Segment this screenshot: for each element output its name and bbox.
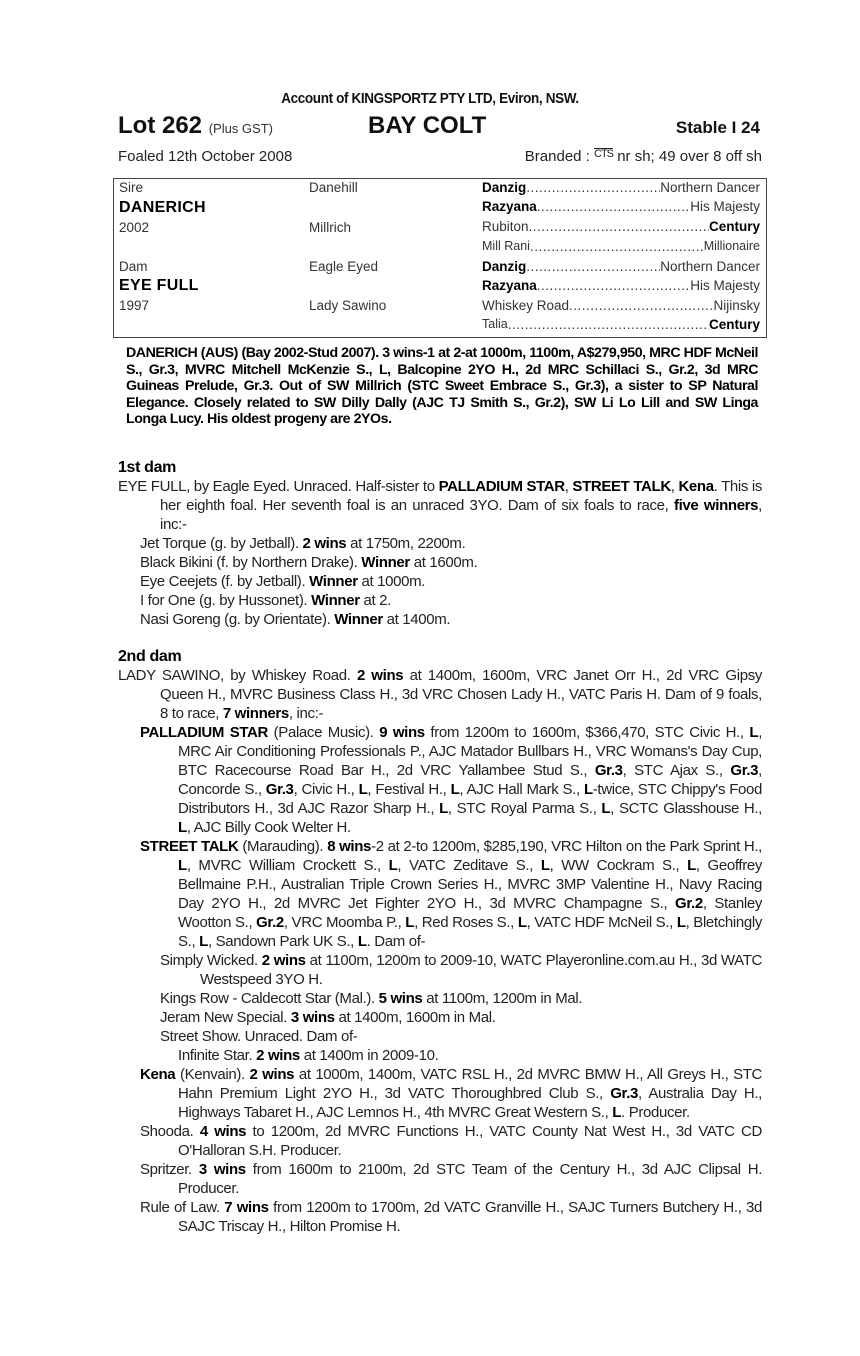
- sire-sire: Danehill: [309, 180, 358, 195]
- dam-dam: Lady Sawino: [309, 298, 387, 313]
- family-entry: [118, 666, 762, 723]
- bold-text: STREET TALK: [140, 838, 239, 855]
- text: . This is her eighth foal. Her seventh foal is an unraced 3YO. Dam of six foals to race,: [160, 478, 762, 514]
- text: , Bletchingly S.,: [178, 914, 762, 950]
- bold-text: 7 winners: [222, 705, 289, 722]
- text: -2 at 2-to 1200m, $285,190, VRC Hilton on the Park Sprint H.,: [371, 838, 763, 855]
- family-entry: [118, 591, 762, 610]
- family-entry: [118, 553, 762, 572]
- lot-number: [118, 112, 273, 140]
- text: at 1000m.: [357, 573, 426, 590]
- bold-text: PALLADIUM STAR: [140, 724, 269, 741]
- pedigree-ancestor-row: [482, 180, 760, 195]
- text: at 2.: [359, 592, 391, 609]
- dam-label: Dam: [119, 259, 148, 274]
- family-entry: [118, 1065, 762, 1122]
- family-entry: [118, 1046, 762, 1065]
- brand-info: [525, 148, 762, 165]
- section-heading: 1st dam: [118, 459, 177, 476]
- bold-text: 2 wins: [249, 1066, 295, 1083]
- sire-dam: Millrich: [309, 220, 351, 235]
- text: at 1100m, 1200m to 2009-10, WATC Playeronline.com.au H., 3d WATC Westspeed 3YO H.: [200, 952, 763, 988]
- text: . Dam of-: [366, 933, 426, 950]
- text: at 1000m, 1400m, VATC RSL H., 2d MVRC BMW H., All Greys H., STC Hahn Premium Light 2YO H., 3d VATC Thoroughbred Club S.,: [178, 1066, 763, 1102]
- bold-text: 9 wins: [379, 724, 425, 741]
- family-entry: [118, 837, 762, 951]
- family-entry: [118, 951, 762, 989]
- ancestor-name: Danzig: [482, 180, 527, 195]
- branded-detail: nr sh; 49 over 8 off sh: [617, 148, 762, 165]
- dam-family: [118, 458, 762, 1236]
- bold-text: L: [540, 857, 550, 874]
- leader-dots: [537, 278, 690, 293]
- pedigree-ancestor-row: [482, 259, 760, 274]
- text: at 1400m.: [382, 611, 451, 628]
- bold-text: Winner: [311, 592, 360, 609]
- text: Jeram New Special.: [160, 1009, 291, 1026]
- bold-text: L: [178, 857, 187, 874]
- bold-text: 3 wins: [290, 1009, 335, 1026]
- text: (Palace Music).: [268, 724, 380, 741]
- text: Rule of Law.: [140, 1199, 225, 1216]
- text: from 1200m to 1600m, $366,470, STC Civic H.,: [424, 724, 750, 741]
- bold-text: L: [450, 781, 460, 798]
- text: to 1200m, 2d MVRC Functions H., VATC County Nat West H., 3d VATC CD O'Halloran S.H. Producer.: [178, 1123, 762, 1159]
- text: , inc:-: [288, 705, 324, 722]
- bold-text: Gr.2: [256, 914, 284, 931]
- bold-text: L: [687, 857, 696, 874]
- vendor-account: Account of KINGSPORTZ PTY LTD, Eviron, NSW.: [281, 90, 579, 107]
- branded-label: Branded :: [524, 148, 590, 165]
- dam-name: EYE FULL: [119, 277, 199, 294]
- text: (Kenvain).: [175, 1066, 250, 1083]
- text: , VATC Zeditave S.,: [397, 857, 541, 874]
- text: , MVRC William Crockett S.,: [186, 857, 389, 874]
- text: at 1400m, 1600m in Mal.: [334, 1009, 496, 1026]
- text: at 1400m in 2009-10.: [299, 1047, 439, 1064]
- ancestor-name: Talia: [482, 317, 508, 331]
- text: Jet Torque (g. by Jetball).: [140, 535, 303, 552]
- family-entry: [118, 534, 762, 553]
- bold-text: 3 wins: [198, 1161, 246, 1178]
- text: from 1200m to 1700m, 2d VATC Granville H., SAJC Turners Butchery H., 3d SAJC Triscay H., Hilton Promise H.: [178, 1199, 763, 1235]
- pedigree-table: [113, 178, 767, 338]
- bold-text: L: [358, 781, 368, 798]
- family-entry: [118, 572, 762, 591]
- family-entry: [118, 723, 762, 837]
- text: Shooda.: [140, 1123, 200, 1140]
- bold-text: L: [178, 819, 187, 836]
- dam-sire: Eagle Eyed: [309, 259, 379, 274]
- family-entry: [118, 989, 762, 1008]
- ancestor-name: Mill Rani: [482, 239, 530, 253]
- ancestor-name: Whiskey Road: [482, 298, 570, 313]
- bold-text: Winner: [309, 573, 358, 590]
- bold-text: Kena: [140, 1066, 176, 1083]
- text: , VATC HDF McNeil S.,: [526, 914, 677, 931]
- bold-text: 7 wins: [224, 1199, 269, 1216]
- text: at 1100m, 1200m in Mal.: [422, 990, 583, 1007]
- bold-text: L: [199, 933, 208, 950]
- bold-text: Kena: [678, 478, 714, 495]
- bold-text: Gr.3: [265, 781, 294, 798]
- text: , Festival H.,: [367, 781, 451, 798]
- ancestor-name: Rubiton: [482, 219, 529, 234]
- leader-dots: [526, 259, 660, 274]
- bold-text: L: [601, 800, 611, 817]
- bold-text: Winner: [361, 554, 410, 571]
- bold-text: five winners: [673, 497, 759, 514]
- pedigree-ancestor-row: [482, 219, 760, 234]
- text: , Concorde S.,: [178, 762, 762, 798]
- bold-text: 2 wins: [302, 535, 347, 552]
- pedigree-ancestor-row: [482, 278, 760, 293]
- leader-dots: [508, 317, 709, 332]
- bold-text: Gr.2: [675, 895, 703, 912]
- text: , inc:-: [160, 497, 762, 533]
- text: Simply Wicked.: [160, 952, 262, 969]
- text: (Marauding).: [238, 838, 328, 855]
- text: , AJC Hall Mark S.,: [459, 781, 584, 798]
- family-entry: [118, 477, 762, 534]
- text: , MRC Air Conditioning Professionals P., AJC Matador Bullbars H., VRC Womans's Day Cup, BTC Racecourse Road Bar H., 2d VRC Yallambee Stud S.,: [178, 724, 763, 779]
- text: . Producer.: [621, 1104, 690, 1121]
- stable-number: Stable I 24: [675, 118, 760, 137]
- text: , SCTC Glasshouse H.,: [610, 800, 762, 817]
- text: Black Bikini (f. by Northern Drake).: [140, 554, 362, 571]
- text: , VRC Moomba P.,: [283, 914, 406, 931]
- bold-text: 2 wins: [356, 667, 404, 684]
- pedigree-ancestor-row: [482, 317, 760, 332]
- text: , Australia Day H., Highways Tabaret H., AJC Lemnos H., 4th MVRC Great Western S.,: [178, 1085, 762, 1121]
- ancestor-sire: Century: [708, 219, 760, 234]
- ancestor-sire: Northern Dancer: [660, 259, 760, 274]
- text: Spritzer.: [140, 1161, 199, 1178]
- ancestor-sire: Millionaire: [703, 239, 760, 253]
- ancestor-sire: Northern Dancer: [660, 180, 760, 195]
- text: I for One (g. by Hussonet).: [140, 592, 312, 609]
- family-entry: [118, 610, 762, 629]
- bold-text: L: [388, 857, 398, 874]
- bold-text: PALLADIUM STAR: [438, 478, 565, 495]
- ancestor-sire: His Majesty: [690, 278, 760, 293]
- ancestor-name: Razyana: [482, 278, 537, 293]
- text: , Civic H.,: [293, 781, 359, 798]
- text: Street Show. Unraced. Dam of-: [160, 1028, 358, 1045]
- leader-dots: [537, 199, 690, 214]
- text: EYE FULL, by Eagle Eyed. Unraced. Half-sister to: [118, 478, 439, 495]
- text: ,: [564, 478, 573, 495]
- ancestor-sire: His Majesty: [690, 199, 760, 214]
- text: , STC Royal Parma S.,: [447, 800, 602, 817]
- bold-text: Gr.3: [730, 762, 759, 779]
- dam-year: 1997: [119, 298, 150, 313]
- family-entry: [118, 1027, 762, 1046]
- text: at 1400m, 1600m, VRC Janet Orr H., 2d VRC Gipsy Queen H., MVRC Business Class H., 3d VRC Chosen Lady H., VATC Paris H. Dam of 9 foals, 8 to race,: [160, 667, 762, 722]
- bold-text: L: [749, 724, 759, 741]
- text: Kings Row - Caldecott Star (Mal.).: [160, 990, 379, 1007]
- ancestor-sire: Nijinsky: [713, 298, 760, 313]
- leader-dots: [569, 298, 713, 313]
- sire-label: Sire: [119, 180, 144, 195]
- text: from 1600m to 2100m, 2d STC Team of the Century H., 3d AJC Clipsal H. Producer.: [178, 1161, 763, 1197]
- bold-text: L: [439, 800, 448, 817]
- lot-gst-note: (Plus GST): [208, 121, 273, 136]
- bold-text: L: [583, 781, 593, 798]
- sire-name: DANERICH: [119, 199, 206, 216]
- bold-text: Winner: [334, 611, 383, 628]
- brand-mark: CTS: [594, 148, 614, 160]
- text: -twice, STC Chippy's Food Distributors H., 3d AJC Razor Sharp H.,: [178, 781, 762, 817]
- text: Eye Ceejets (f. by Jetball).: [140, 573, 310, 590]
- bold-text: 5 wins: [378, 990, 423, 1007]
- pedigree-ancestor-row: [482, 199, 760, 214]
- text: , Geoffrey Bellmaine P.H., Australian Triple Crown Series H., MVRC 3MP Valentine H., Navy Racing Day 2YO H., 2d MVRC Jet Fighter 2YO H., 3d MVRC Champagne S.,: [178, 857, 762, 912]
- pedigree-ancestor-row: [482, 239, 760, 254]
- text: Nasi Goreng (g. by Orientate).: [140, 611, 335, 628]
- horse-description: BAY COLT: [368, 112, 487, 139]
- bold-text: Gr.3: [610, 1085, 639, 1102]
- ancestor-name: Danzig: [482, 259, 527, 274]
- bold-text: STREET TALK: [572, 478, 671, 495]
- ancestor-name: Razyana: [482, 199, 537, 214]
- text: Infinite Star.: [178, 1047, 257, 1064]
- family-entry: [118, 1008, 762, 1027]
- leader-dots: [530, 239, 704, 254]
- ancestor-sire: Century: [708, 317, 760, 332]
- bold-text: L: [517, 914, 527, 931]
- bold-text: 2 wins: [261, 952, 306, 969]
- section-heading: 2nd dam: [118, 648, 182, 665]
- text: at 1600m.: [409, 554, 478, 571]
- family-entry: [118, 1160, 762, 1198]
- text: LADY SAWINO, by Whiskey Road.: [118, 667, 357, 684]
- text: , Sandown Park UK S.,: [207, 933, 358, 950]
- bold-text: L: [405, 914, 415, 931]
- family-entry: [118, 1122, 762, 1160]
- text: , AJC Billy Cook Welter H.: [186, 819, 351, 836]
- lot-label: Lot 262: [118, 112, 203, 139]
- bold-text: 4 wins: [199, 1123, 247, 1140]
- text: , WW Cockram S.,: [549, 857, 688, 874]
- sire-summary: DANERICH (AUS) (Bay 2002-Stud 2007). 3 wins-1 at 2-at 1000m, 1100m, A$279,950, MRC HDF McNeil S., Gr.3, MVRC Mitchell McKenzie S., L, Balcopine 2YO H., 2d MRC Schillaci S., Gr.2, 3d MRC Guineas Prelude, Gr.3. Out of SW Millrich (STC Sweet Embrace S., Gr.3), a sister to SP Natural Elegance. Closely related to SW Dilly Dally (AJC TJ Smith S., Gr.2), SW Li Lo Lill and SW Linga Longa Lucy. His oldest progeny are 2YOs.: [126, 345, 758, 427]
- foaled-date: Foaled 12th October 2008: [118, 148, 293, 165]
- leader-dots: [529, 219, 709, 234]
- bold-text: 2 wins: [256, 1047, 300, 1064]
- bold-text: L: [676, 914, 686, 931]
- family-entry: [118, 1198, 762, 1236]
- pedigree-ancestor-row: [482, 298, 760, 313]
- text: at 1750m, 2200m.: [346, 535, 466, 552]
- sire-year: 2002: [119, 220, 150, 235]
- text: , STC Ajax S.,: [622, 762, 731, 779]
- bold-text: L: [612, 1104, 622, 1121]
- bold-text: 8 wins: [327, 838, 372, 855]
- section-gap: [118, 629, 762, 647]
- text: ,: [670, 478, 679, 495]
- bold-text: Gr.3: [594, 762, 623, 779]
- bold-text: L: [357, 933, 367, 950]
- text: , Stanley Wootton S.,: [178, 895, 762, 931]
- text: , Red Roses S.,: [414, 914, 518, 931]
- leader-dots: [526, 180, 660, 195]
